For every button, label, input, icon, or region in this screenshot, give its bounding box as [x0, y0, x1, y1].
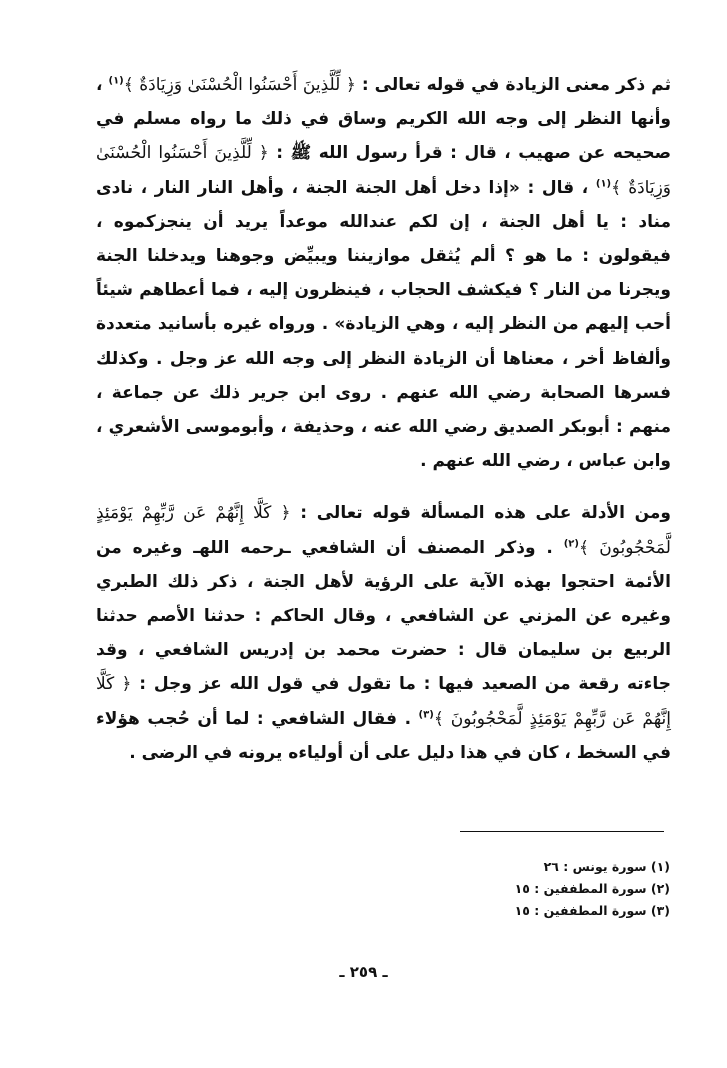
paragraph-2: [96, 496, 671, 770]
quran-verse: ﴿ كَلَّا إِنَّهُمْ عَن رَّبِّهِمْ يَوْمَئِذٍ لَّمَحْجُوبُونَ ﴾: [96, 674, 671, 729]
quran-verse: ﴿ لِّلَّذِينَ أَحْسَنُوا الْحُسْنَىٰ وَزِيَادَةٌ ﴾: [96, 143, 671, 198]
footnote-marker: (١): [108, 75, 124, 87]
paragraph-1: [96, 68, 671, 478]
text-segment: ، قال : «إذا دخل أهل الجنة الجنة ، وأهل النار النار ، نادى مناد : يا أهل الجنة ، إن لكم عندالله موعداً يريد أن ينجزكموه ، فيقولون : ما هو ؟ ألم يُثقل موازيننا ويبيِّض وجوهنا ويدخلنا الجنة ويجرنا من النار ؟ فيكشف الحجاب ، فينظرون إليه ، فما أعطاهم شيئاً أحب إليهم من النظر إليه ، وهي الزيادة» . ورواه غيره بأسانيد متعددة وألفاظ أخر ، معناها أن الزيادة النظر إلى وجه الله عز وجل . وكذلك فسرها الصحابة رضي الله عنهم . روى ابن جرير ذلك عن جماعة ، منهم : أبوبكر الصديق رضي الله عنه ، وحذيفة ، وأبوموسى الأشعري ، وابن عباس ، رضي الله عنهم .: [96, 177, 671, 472]
footnote-3: (٣) سورة المطففين : ١٥: [514, 903, 670, 918]
text-segment: . فقال الشافعي : لما أن حُجب هؤلاء في السخط ، كان في هذا دليل على أن أولياءه يرونه في الرضى .: [96, 708, 671, 763]
footnote-marker: (٣): [418, 709, 434, 720]
page-number: ـ ٢٥٩ ـ: [339, 963, 388, 981]
text-segment: ومن الأدلة على هذه المسألة قوله تعالى :: [290, 503, 671, 524]
text-segment: ، وأنها النظر إلى وجه الله الكريم وساق في ذلك ما رواه مسلم في صحيحه عن صهيب ، قال : قرأ رسول الله ﷺ :: [96, 75, 672, 164]
quran-verse: ﴿ كَلَّا إِنَّهُمْ عَن رَّبِّهِمْ يَوْمَئِذٍ لَّمَحْجُوبُونَ ﴾: [96, 503, 671, 558]
footnote-2: (٢) سورة المطففين : ١٥: [514, 881, 670, 896]
footnote-divider: [460, 831, 664, 832]
footnote-marker: (٢): [563, 537, 579, 549]
main-text: [96, 68, 671, 770]
text-segment: . وذكر المصنف أن الشافعي ـرحمه اللهـ وغيره من الأئمة احتجوا بهذه الآية على الرؤية لأهل الجنة ، ذكر ذلك الطبري وغيره عن المزني عن الشافعي ، وقال الحاكم : حدثنا الأصم حدثنا الربيع بن سليمان قال : حضرت محمد بن إدريس الشافعي ، وقد جاءته رقعة من الصعيد فيها : ما تقول في قول الله عز وجل :: [96, 537, 672, 695]
footnote-1: (١) سورة يونس : ٢٦: [543, 859, 670, 874]
footnotes: [380, 856, 670, 922]
quran-verse: ﴿ لِّلَّذِينَ أَحْسَنُوا الْحُسْنَىٰ وَزِيَادَةٌ ﴾: [123, 75, 356, 95]
footnote-marker: (١): [595, 177, 612, 189]
text-segment: ثم ذكر معنى الزيادة في قوله تعالى :: [355, 75, 671, 95]
